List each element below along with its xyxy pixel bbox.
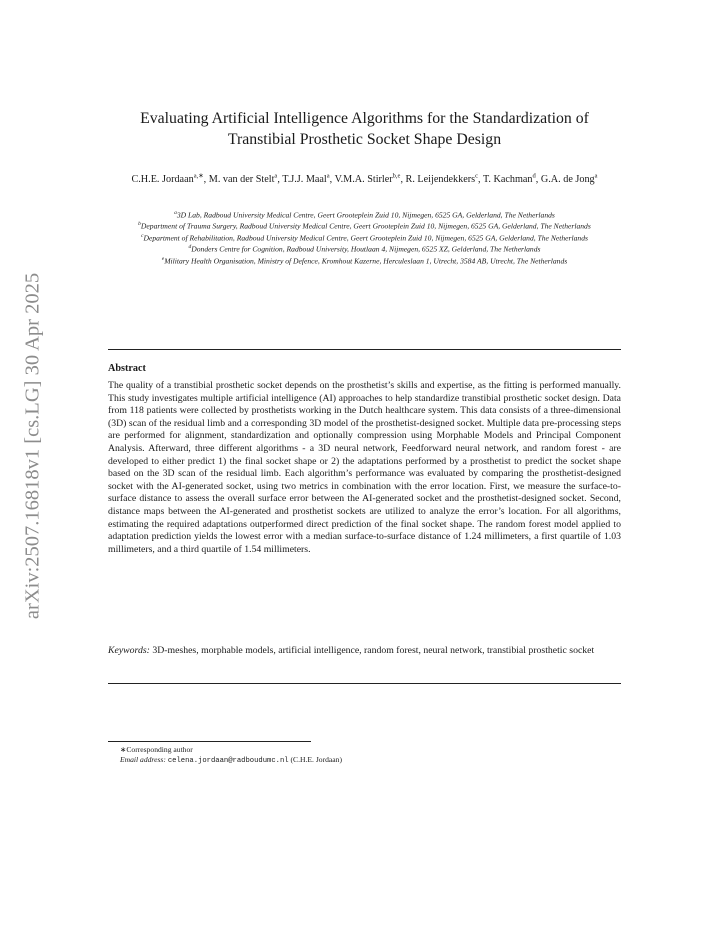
affiliation: $^a$3D Lab, Radboud University Medical Centre, Geert Grooteplein Zuid 10, Nijmegen, 6525 GA, Gelderland, The Netherlands: [174, 210, 555, 220]
author: T. Kachman$^d$,: [482, 173, 541, 186]
footnote-rule: [108, 741, 311, 742]
author: R. Leijendekkers$^c$,: [405, 173, 483, 186]
affiliation: $^b$Department of Trauma Surgery, Radboud University Medical Centre, Geert Grooteplein Zuid 10, Nijmegen, 6525 GA, Gelderland, The Netherlands: [138, 221, 591, 231]
arxiv-identifier-text: arXiv:2507.16818v1 [cs.LG] 30 Apr 2025: [21, 272, 44, 620]
abstract-heading: Abstract: [108, 363, 146, 374]
affiliation: $^c$Department of Rehabilitation, Radboud University Medical Centre, Geert Grooteplein Zuid 10, Nijmegen, 6525 GA, Gelderland, The Netherlands: [141, 232, 588, 243]
keywords-text: 3D-meshes, morphable models, artificial intelligence, random forest, neural network, transtibial prosthetic socket: [152, 645, 595, 656]
title-line-1: Evaluating Artificial Intelligence Algorithms for the Standardization of: [140, 110, 589, 127]
footnotes: [120, 745, 342, 767]
footnote-email: [120, 755, 342, 766]
affiliation-list: [108, 209, 621, 266]
author-list: [118, 170, 611, 187]
keywords-label: Keywords:: [108, 645, 150, 656]
arxiv-identifier: [22, 248, 44, 644]
author: C.H.E. Jordaan$^{a,∗}$,: [131, 173, 209, 186]
email-owner: (C.H.E. Jordaan): [290, 755, 342, 765]
paper-title: [108, 108, 621, 150]
author: T.J.J. Maal$^a$,: [282, 173, 335, 186]
title-line-2: Transtibial Prosthetic Socket Shape Design: [227, 131, 502, 148]
affiliation: $^d$Donders Centre for Cognition, Radboud University, Houtlaan 4, Nijmegen, 6525 XZ, Gelderland, The Netherlands: [188, 244, 541, 254]
abstract-text: The quality of a transtibial prosthetic socket depends on the prosthetist’s skills and expertise, as the fitting is performed manually. This study investigates multiple artificial intelligence (AI) approaches to help standardize transtibial prosthetic socket design. Data from 118 patients were collected by prosthetists working in the Dutch healthcare system. This data consists of a three-dimensional (3D) scan of the residual limb and a corresponding 3D model of the prosthetist-designed socket. Multiple data pre-processing steps are performed for alignment, standardization and optionally compression using Morphable Models and Principal Component Analysis. Afterward, three different algorithms - a 3D neural network, Feedforward neural network, and random forest - are developed to either predict 1) the final socket shape or 2) the adaptations performed by a prosthetist to predict the socket shape based on the 3D scan of the residual limb. Each algorithm’s performance was evaluated by comparing the prosthetist-designed socket with the AI-generated socket, using two metrics in combination with the error location. First, we measure the surface-to-surface distance to assess the overall surface error between the AI-generated socket and the prosthetist-designed socket. Second, distance maps between the AI-generated and prosthetist sockets are utilized to analyze the error’s location. For all algorithms, estimating the required adaptations outperformed direct prediction of the final socket shape. The random forest model applied to adaptation prediction yields the lowest error with a median surface-to-surface distance of 1.24 millimeters, a first quartile of 1.03 millimeters, and a third quartile of 1.54 millimeters.: [108, 380, 621, 555]
keywords: [108, 645, 621, 658]
affiliation: $^e$Military Health Organisation, Ministry of Defence, Kromhout Kazerne, Herculeslaan 1, Utrecht, 3584 AB, Utrecht, The Netherlands: [161, 255, 568, 266]
abstract-top-rule: [108, 349, 621, 350]
email-label: Email address:: [120, 755, 166, 765]
email-address[interactable]: celena.jordaan@radboudumc.nl: [167, 757, 289, 766]
author: V.M.A. Stirler$^{b,e}$,: [334, 173, 406, 186]
author: M. van der Stelt$^a$,: [208, 173, 283, 186]
footnote-corresponding: ∗Corresponding author: [120, 745, 193, 754]
author: G.A. de Jong$^a$: [540, 173, 598, 186]
abstract-bottom-rule: [108, 683, 621, 684]
